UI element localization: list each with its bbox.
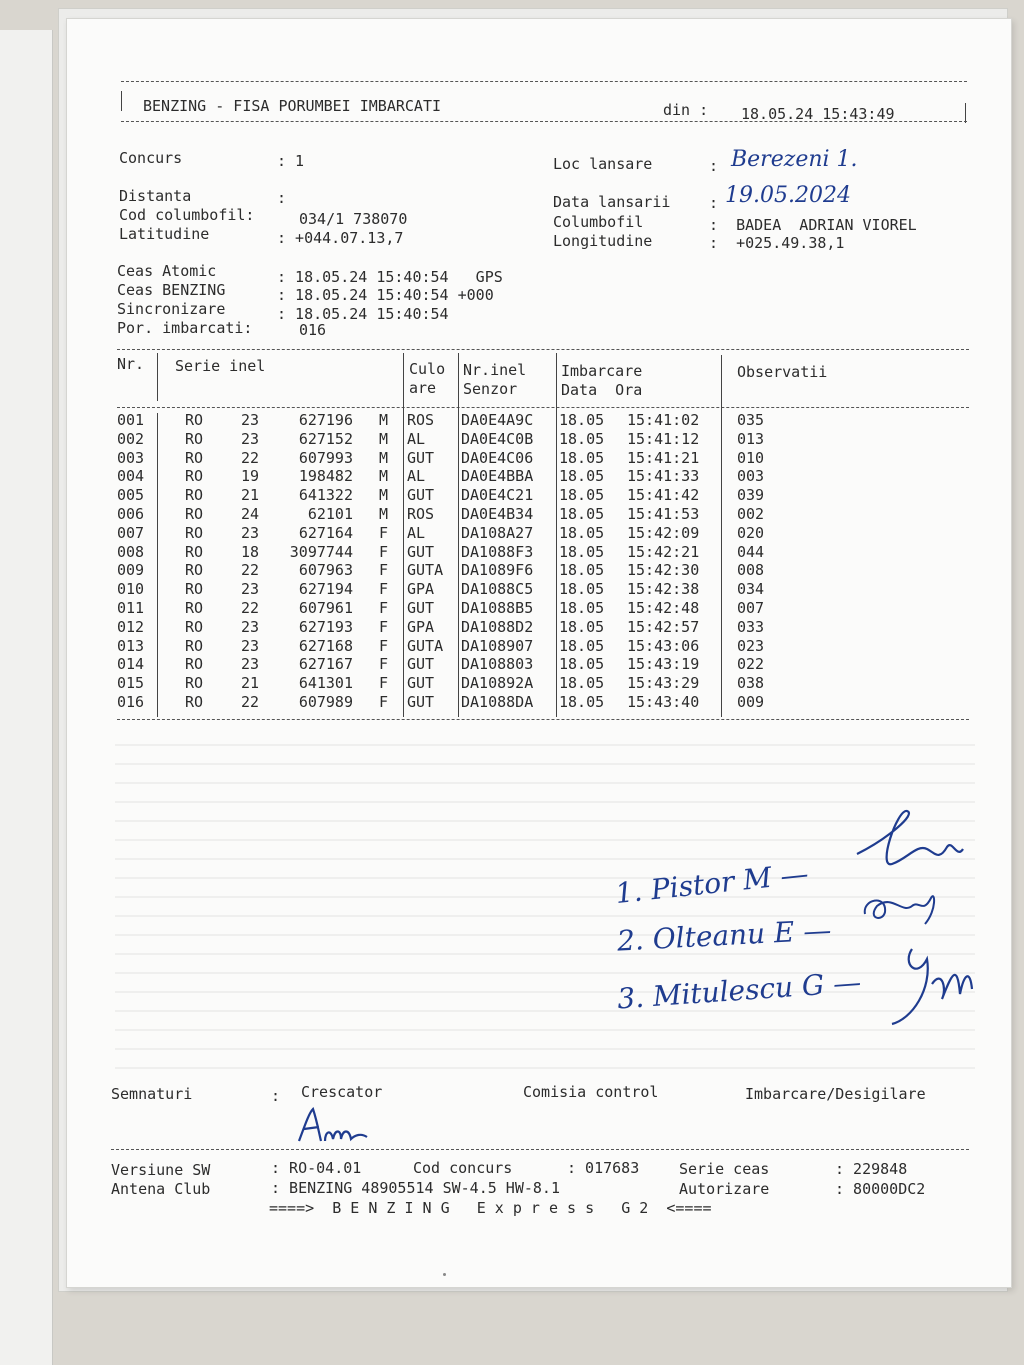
header-left-border bbox=[121, 91, 122, 111]
cell-an: 22 bbox=[241, 561, 260, 580]
cell-an: 19 bbox=[241, 467, 260, 486]
signature-3-scribble bbox=[872, 939, 982, 1034]
cell-obs: 002 bbox=[737, 505, 765, 523]
cell-numar: 627194 bbox=[298, 580, 353, 599]
serie-ceas-label: Serie ceas bbox=[679, 1160, 770, 1178]
serie-ceas-value: : 229848 bbox=[835, 1160, 908, 1178]
cell-tara: RO bbox=[185, 617, 204, 636]
cell-sex: M bbox=[379, 467, 389, 486]
cell-an: 23 bbox=[241, 429, 260, 448]
cell-culoare: GUTA bbox=[407, 636, 444, 655]
cell-senzor: DA1088F3 bbox=[461, 542, 534, 561]
cell-tara: RO bbox=[185, 580, 204, 599]
cell-obs: 044 bbox=[737, 542, 765, 561]
cell-data: 18.05 bbox=[559, 429, 605, 448]
cell-obs: 033 bbox=[737, 617, 765, 636]
columbofil-label: Columbofil bbox=[553, 213, 644, 231]
cell-an: 23 bbox=[241, 523, 260, 542]
cell-ora: 15:41:33 bbox=[627, 467, 700, 486]
table-row bbox=[67, 599, 1011, 618]
cell-an: 18 bbox=[241, 542, 260, 561]
col-header-imbarcare: Imbarcare bbox=[561, 362, 643, 380]
cell-nr: 011 bbox=[117, 599, 145, 617]
cell-nr: 006 bbox=[117, 505, 145, 523]
header-top-border bbox=[121, 81, 967, 82]
cell-culoare: GUT bbox=[407, 448, 435, 467]
table-row bbox=[67, 674, 1011, 693]
cell-an: 23 bbox=[241, 411, 260, 429]
cell-culoare: GUT bbox=[407, 486, 435, 505]
cell-ora: 15:42:21 bbox=[627, 542, 700, 561]
col-header-are: are bbox=[409, 379, 437, 397]
antena-club-label: Antena Club bbox=[111, 1180, 211, 1198]
table-row bbox=[67, 467, 1011, 486]
sincronizare-label: Sincronizare bbox=[117, 300, 226, 318]
table-row bbox=[67, 411, 1011, 430]
loc-lansare-handwritten: Berezeni 1. bbox=[731, 147, 858, 172]
table-row bbox=[67, 561, 1011, 580]
cell-senzor: DA108A27 bbox=[461, 523, 534, 542]
cell-sex: F bbox=[379, 542, 389, 561]
cell-obs: 022 bbox=[737, 655, 765, 674]
cell-nr: 010 bbox=[117, 580, 145, 599]
cell-nr: 004 bbox=[117, 467, 145, 486]
cell-ora: 15:43:19 bbox=[627, 655, 700, 674]
cell-data: 18.05 bbox=[559, 448, 605, 467]
table-row bbox=[67, 693, 1011, 712]
commission-member-3: 3. Mitulescu G — bbox=[616, 965, 863, 1016]
cell-obs: 039 bbox=[737, 486, 765, 505]
cell-ora: 15:42:48 bbox=[627, 599, 700, 617]
signature-1-scribble bbox=[847, 809, 967, 879]
document-page bbox=[66, 18, 1012, 1288]
cell-senzor: DA1088DA bbox=[461, 693, 534, 711]
cell-sex: F bbox=[379, 599, 389, 617]
table-row bbox=[67, 449, 1011, 468]
latitudine-value: : +044.07.13,7 bbox=[277, 229, 404, 247]
cell-obs: 009 bbox=[737, 693, 765, 711]
cell-data: 18.05 bbox=[559, 617, 605, 636]
cell-senzor: DA1089F6 bbox=[461, 561, 534, 580]
table-row bbox=[67, 486, 1011, 505]
background-sheet bbox=[0, 30, 53, 1365]
cell-numar: 627167 bbox=[298, 655, 353, 674]
cell-an: 22 bbox=[241, 693, 260, 711]
autorizare-label: Autorizare bbox=[679, 1180, 770, 1198]
footer-divider bbox=[111, 1149, 969, 1150]
table-row bbox=[67, 505, 1011, 524]
cell-senzor: DA10892A bbox=[461, 674, 534, 693]
loc-lansare-sep: : bbox=[709, 157, 719, 175]
cell-data: 18.05 bbox=[559, 411, 605, 429]
imbarcare-label: Imbarcare/Desigilare bbox=[745, 1085, 926, 1103]
data-lansarii-sep: : bbox=[709, 194, 719, 212]
cell-tara: RO bbox=[185, 505, 204, 523]
cell-an: 22 bbox=[241, 448, 260, 467]
cell-ora: 15:41:42 bbox=[627, 486, 700, 505]
cell-ora: 15:42:57 bbox=[627, 617, 700, 636]
header-right-border bbox=[965, 103, 966, 123]
distanta-label: Distanta bbox=[119, 187, 192, 205]
cell-tara: RO bbox=[185, 542, 204, 561]
table-row bbox=[67, 618, 1011, 637]
cell-data: 18.05 bbox=[559, 655, 605, 674]
signature-2-scribble bbox=[857, 884, 947, 929]
cell-data: 18.05 bbox=[559, 636, 605, 655]
cell-data: 18.05 bbox=[559, 693, 605, 711]
cell-sex: F bbox=[379, 561, 389, 580]
cell-tara: RO bbox=[185, 693, 204, 711]
ceas-atomic-value: : 18.05.24 15:40:54 GPS bbox=[277, 268, 503, 286]
cell-sex: M bbox=[379, 505, 389, 523]
cell-nr: 015 bbox=[117, 674, 145, 693]
cell-senzor: DA0E4C21 bbox=[461, 486, 534, 505]
cell-culoare: GUT bbox=[407, 693, 435, 711]
table-row bbox=[67, 524, 1011, 543]
cell-numar: 3097744 bbox=[289, 542, 353, 561]
semnaturi-label: Semnaturi bbox=[111, 1085, 193, 1103]
cell-tara: RO bbox=[185, 674, 204, 693]
cell-senzor: DA0E4C06 bbox=[461, 448, 534, 467]
cell-senzor: DA0E4BBA bbox=[461, 467, 534, 486]
cell-numar: 627196 bbox=[298, 411, 353, 429]
cell-data: 18.05 bbox=[559, 505, 605, 523]
table-row bbox=[67, 430, 1011, 449]
cell-ora: 15:43:29 bbox=[627, 674, 700, 693]
longitudine-value: : +025.49.38,1 bbox=[709, 234, 845, 252]
benzing-banner: ====> B E N Z I N G E x p r e s s G 2 <==== bbox=[269, 1199, 712, 1217]
col-header-data-ora: Data Ora bbox=[561, 381, 643, 399]
data-lansarii-label: Data lansarii bbox=[553, 193, 671, 211]
cell-senzor: DA0E4C0B bbox=[461, 429, 534, 448]
latitudine-label: Latitudine bbox=[119, 225, 210, 243]
distanta-value: : bbox=[277, 189, 287, 207]
cell-culoare: GUT bbox=[407, 674, 435, 693]
cell-obs: 008 bbox=[737, 561, 765, 580]
col-header-culo: Culo bbox=[409, 360, 446, 378]
ceas-atomic-label: Ceas Atomic bbox=[117, 262, 217, 280]
cell-obs: 003 bbox=[737, 467, 765, 486]
comisia-label: Comisia control bbox=[523, 1083, 659, 1101]
cell-culoare: AL bbox=[407, 523, 426, 542]
cell-numar: 607961 bbox=[298, 599, 353, 617]
show-through-ghost bbox=[115, 744, 975, 1084]
cell-ora: 15:43:40 bbox=[627, 693, 700, 711]
cell-sex: M bbox=[379, 411, 389, 429]
cell-sex: M bbox=[379, 486, 389, 505]
cell-data: 18.05 bbox=[559, 523, 605, 542]
cell-senzor: DA0E4B34 bbox=[461, 505, 534, 523]
cell-culoare: GPA bbox=[407, 617, 435, 636]
sincronizare-value: : 18.05.24 15:40:54 bbox=[277, 305, 449, 323]
cell-data: 18.05 bbox=[559, 542, 605, 561]
concurs-value: : 1 bbox=[277, 152, 305, 170]
cell-obs: 038 bbox=[737, 674, 765, 693]
cell-tara: RO bbox=[185, 599, 204, 617]
paper-speck bbox=[443, 1273, 446, 1276]
table-bottom-border bbox=[117, 719, 969, 720]
cell-senzor: DA0E4A9C bbox=[461, 411, 534, 429]
cell-nr: 016 bbox=[117, 693, 145, 711]
cell-culoare: GPA bbox=[407, 580, 435, 599]
cell-nr: 008 bbox=[117, 542, 145, 561]
commission-member-2: 2. Olteanu E — bbox=[616, 913, 833, 958]
data-lansarii-handwritten: 19.05.2024 bbox=[725, 183, 851, 208]
col-header-senzor: Senzor bbox=[463, 380, 518, 398]
col-header-serie: Serie inel bbox=[175, 357, 266, 375]
cell-nr: 001 bbox=[117, 411, 145, 429]
din-label: din : bbox=[663, 101, 709, 119]
semnaturi-sep: : bbox=[271, 1087, 281, 1105]
loc-lansare-label: Loc lansare bbox=[553, 155, 653, 173]
col-header-observatii: Observatii bbox=[737, 363, 828, 381]
ceas-benzing-value: : 18.05.24 15:40:54 +000 bbox=[277, 286, 494, 304]
cell-an: 21 bbox=[241, 486, 260, 505]
cell-nr: 014 bbox=[117, 655, 145, 674]
cell-nr: 009 bbox=[117, 561, 145, 580]
cell-tara: RO bbox=[185, 467, 204, 486]
cell-ora: 15:41:21 bbox=[627, 448, 700, 467]
table-row bbox=[67, 637, 1011, 656]
cell-sex: M bbox=[379, 429, 389, 448]
ceas-benzing-label: Ceas BENZING bbox=[117, 281, 226, 299]
cell-data: 18.05 bbox=[559, 599, 605, 617]
concurs-label: Concurs bbox=[119, 149, 183, 167]
cell-senzor: DA1088D2 bbox=[461, 617, 534, 636]
cell-culoare: GUT bbox=[407, 599, 435, 617]
cell-tara: RO bbox=[185, 636, 204, 655]
cell-tara: RO bbox=[185, 561, 204, 580]
cell-senzor: DA108803 bbox=[461, 655, 534, 674]
cell-senzor: DA1088C5 bbox=[461, 580, 534, 599]
cell-an: 24 bbox=[241, 505, 260, 523]
cell-senzor: DA1088B5 bbox=[461, 599, 534, 617]
cod-concurs-value: : 017683 bbox=[567, 1159, 640, 1177]
cell-numar: 627152 bbox=[298, 429, 353, 448]
cell-culoare: ROS bbox=[407, 505, 435, 523]
por-imbarcati-label: Por. imbarcati: bbox=[117, 319, 253, 337]
cell-nr: 005 bbox=[117, 486, 145, 505]
cell-ora: 15:42:38 bbox=[627, 580, 700, 599]
cod-columbofil-value: 034/1 738070 bbox=[299, 210, 408, 228]
cell-tara: RO bbox=[185, 429, 204, 448]
cell-ora: 15:42:30 bbox=[627, 561, 700, 580]
cell-an: 23 bbox=[241, 636, 260, 655]
cell-numar: 627164 bbox=[298, 523, 353, 542]
por-imbarcati-value: 016 bbox=[299, 321, 327, 339]
columbofil-value: : BADEA ADRIAN VIOREL bbox=[709, 216, 917, 234]
cell-tara: RO bbox=[185, 411, 204, 429]
table-header-divider bbox=[117, 407, 969, 408]
cell-data: 18.05 bbox=[559, 486, 605, 505]
cell-sex: F bbox=[379, 523, 389, 542]
cell-data: 18.05 bbox=[559, 561, 605, 580]
cell-numar: 641301 bbox=[298, 674, 353, 693]
cell-tara: RO bbox=[185, 448, 204, 467]
table-top-border bbox=[117, 349, 969, 350]
autorizare-value: : 80000DC2 bbox=[835, 1180, 926, 1198]
cell-ora: 15:43:06 bbox=[627, 636, 700, 655]
cod-columbofil-label: Cod columbofil: bbox=[119, 206, 255, 224]
cell-obs: 035 bbox=[737, 411, 765, 429]
cell-sex: F bbox=[379, 617, 389, 636]
cell-obs: 007 bbox=[737, 599, 765, 617]
table-row bbox=[67, 655, 1011, 674]
cell-data: 18.05 bbox=[559, 580, 605, 599]
din-value: 18.05.24 15:43:49 bbox=[741, 105, 895, 123]
cell-sex: F bbox=[379, 674, 389, 693]
longitudine-label: Longitudine bbox=[553, 232, 653, 250]
cell-numar: 62101 bbox=[307, 505, 353, 523]
cell-senzor: DA108907 bbox=[461, 636, 534, 655]
col-header-nrinel: Nr.inel bbox=[463, 361, 527, 379]
cell-tara: RO bbox=[185, 523, 204, 542]
cell-tara: RO bbox=[185, 486, 204, 505]
table-row bbox=[67, 543, 1011, 562]
cell-an: 22 bbox=[241, 599, 260, 617]
cell-an: 23 bbox=[241, 580, 260, 599]
cell-culoare: GUT bbox=[407, 542, 435, 561]
versiune-sw-label: Versiune SW bbox=[111, 1161, 211, 1179]
cell-tara: RO bbox=[185, 655, 204, 674]
cell-nr: 013 bbox=[117, 636, 145, 655]
cell-obs: 020 bbox=[737, 523, 765, 542]
cell-an: 21 bbox=[241, 674, 260, 693]
cell-ora: 15:42:09 bbox=[627, 523, 700, 542]
col-header-nr: Nr. bbox=[117, 355, 145, 373]
cell-data: 18.05 bbox=[559, 674, 605, 693]
cell-sex: F bbox=[379, 580, 389, 599]
versiune-sw-value: : RO-04.01 bbox=[271, 1159, 362, 1177]
cell-culoare: GUT bbox=[407, 655, 435, 674]
cell-culoare: ROS bbox=[407, 411, 435, 429]
cell-nr: 003 bbox=[117, 448, 145, 467]
cell-culoare: AL bbox=[407, 429, 426, 448]
cell-nr: 012 bbox=[117, 617, 145, 636]
commission-member-1: 1. Pistor M — bbox=[613, 856, 810, 911]
cell-ora: 15:41:02 bbox=[627, 411, 700, 429]
cell-numar: 641322 bbox=[298, 486, 353, 505]
cell-nr: 007 bbox=[117, 523, 145, 542]
cell-numar: 607989 bbox=[298, 693, 353, 711]
col-separator bbox=[157, 353, 158, 401]
cell-sex: M bbox=[379, 448, 389, 467]
cod-concurs-label: Cod concurs bbox=[413, 1159, 513, 1177]
crescator-signature-scribble bbox=[295, 1105, 375, 1147]
cell-numar: 198482 bbox=[298, 467, 353, 486]
crescator-label: Crescator bbox=[301, 1083, 383, 1101]
cell-culoare: AL bbox=[407, 467, 426, 486]
table-row bbox=[67, 580, 1011, 599]
cell-sex: F bbox=[379, 655, 389, 674]
cell-numar: 627193 bbox=[298, 617, 353, 636]
cell-obs: 034 bbox=[737, 580, 765, 599]
cell-nr: 002 bbox=[117, 429, 145, 448]
cell-data: 18.05 bbox=[559, 467, 605, 486]
cell-ora: 15:41:12 bbox=[627, 429, 700, 448]
cell-an: 23 bbox=[241, 655, 260, 674]
cell-an: 23 bbox=[241, 617, 260, 636]
cell-numar: 607963 bbox=[298, 561, 353, 580]
cell-sex: F bbox=[379, 693, 389, 711]
cell-obs: 013 bbox=[737, 429, 765, 448]
cell-numar: 627168 bbox=[298, 636, 353, 655]
cell-sex: F bbox=[379, 636, 389, 655]
cell-obs: 010 bbox=[737, 448, 765, 467]
cell-obs: 023 bbox=[737, 636, 765, 655]
document-title: BENZING - FISA PORUMBEI IMBARCATI bbox=[143, 97, 442, 115]
cell-culoare: GUTA bbox=[407, 561, 444, 580]
antena-club-value: : BENZING 48905514 SW-4.5 HW-8.1 bbox=[271, 1179, 560, 1197]
cell-numar: 607993 bbox=[298, 448, 353, 467]
cell-ora: 15:41:53 bbox=[627, 505, 700, 523]
